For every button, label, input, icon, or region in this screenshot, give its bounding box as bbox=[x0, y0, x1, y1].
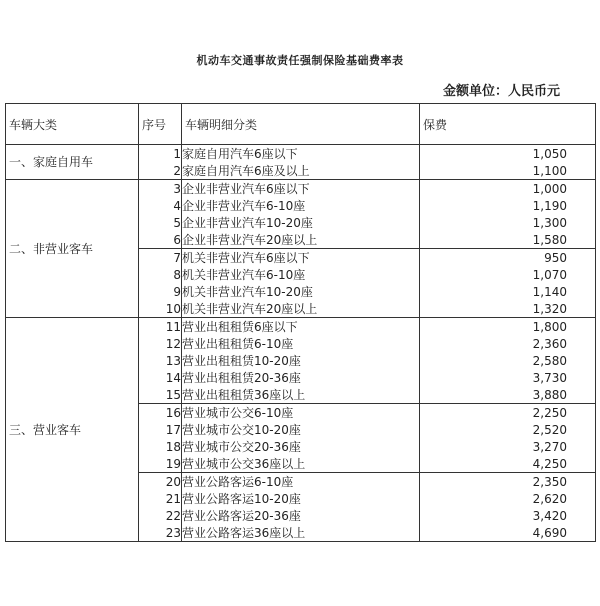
serial-number-cell: 2 bbox=[139, 162, 182, 180]
premium-cell: 1,000 bbox=[420, 180, 596, 198]
premium-cell: 1,050 bbox=[420, 145, 596, 163]
vehicle-subcategory-cell: 企业非营业汽车6-10座 bbox=[182, 197, 420, 214]
premium-cell: 1,100 bbox=[420, 162, 596, 180]
vehicle-subcategory-cell: 家庭自用汽车6座以下 bbox=[182, 145, 420, 163]
serial-number-cell: 11 bbox=[139, 318, 182, 336]
premium-cell: 1,300 bbox=[420, 214, 596, 231]
serial-number-cell: 13 bbox=[139, 352, 182, 369]
table-header-row bbox=[6, 104, 596, 145]
serial-number-cell: 15 bbox=[139, 386, 182, 404]
table-row bbox=[6, 318, 596, 336]
premium-cell: 2,360 bbox=[420, 335, 596, 352]
header-vehicle-category: 车辆大类 bbox=[6, 104, 139, 145]
vehicle-subcategory-cell: 营业出租租赁36座以上 bbox=[182, 386, 420, 404]
vehicle-subcategory-cell: 营业出租租赁6座以下 bbox=[182, 318, 420, 336]
premium-cell: 1,580 bbox=[420, 231, 596, 249]
vehicle-category-cell: 二、非营业客车 bbox=[6, 180, 139, 318]
vehicle-subcategory-cell: 营业城市公交36座以上 bbox=[182, 455, 420, 473]
vehicle-subcategory-cell: 营业出租租赁20-36座 bbox=[182, 369, 420, 386]
premium-cell: 1,140 bbox=[420, 283, 596, 300]
table-row bbox=[6, 180, 596, 198]
serial-number-cell: 18 bbox=[139, 438, 182, 455]
vehicle-subcategory-cell: 企业非营业汽车6座以下 bbox=[182, 180, 420, 198]
serial-number-cell: 5 bbox=[139, 214, 182, 231]
premium-cell: 2,620 bbox=[420, 490, 596, 507]
vehicle-subcategory-cell: 机关非营业汽车10-20座 bbox=[182, 283, 420, 300]
vehicle-subcategory-cell: 机关非营业汽车20座以上 bbox=[182, 300, 420, 318]
serial-number-cell: 14 bbox=[139, 369, 182, 386]
serial-number-cell: 3 bbox=[139, 180, 182, 198]
premium-cell: 3,730 bbox=[420, 369, 596, 386]
header-serial-number: 序号 bbox=[139, 104, 182, 145]
premium-cell: 2,350 bbox=[420, 473, 596, 491]
premium-cell: 2,580 bbox=[420, 352, 596, 369]
premium-cell: 4,690 bbox=[420, 524, 596, 542]
premium-cell: 1,070 bbox=[420, 266, 596, 283]
serial-number-cell: 22 bbox=[139, 507, 182, 524]
vehicle-subcategory-cell: 企业非营业汽车10-20座 bbox=[182, 214, 420, 231]
vehicle-subcategory-cell: 营业公路客运20-36座 bbox=[182, 507, 420, 524]
document-title: 机动车交通事故责任强制保险基础费率表 bbox=[196, 54, 404, 67]
premium-cell: 3,880 bbox=[420, 386, 596, 404]
premium-cell: 3,270 bbox=[420, 438, 596, 455]
premium-cell: 4,250 bbox=[420, 455, 596, 473]
serial-number-cell: 4 bbox=[139, 197, 182, 214]
serial-number-cell: 21 bbox=[139, 490, 182, 507]
serial-number-cell: 1 bbox=[139, 145, 182, 163]
header-premium: 保费 bbox=[420, 104, 596, 145]
vehicle-subcategory-cell: 机关非营业汽车6座以下 bbox=[182, 249, 420, 267]
vehicle-subcategory-cell: 营业城市公交20-36座 bbox=[182, 438, 420, 455]
vehicle-subcategory-cell: 企业非营业汽车20座以上 bbox=[182, 231, 420, 249]
serial-number-cell: 9 bbox=[139, 283, 182, 300]
vehicle-subcategory-cell: 营业公路客运36座以上 bbox=[182, 524, 420, 542]
vehicle-subcategory-cell: 营业出租租赁6-10座 bbox=[182, 335, 420, 352]
serial-number-cell: 7 bbox=[139, 249, 182, 267]
premium-cell: 1,800 bbox=[420, 318, 596, 336]
premium-cell: 2,250 bbox=[420, 404, 596, 422]
premium-cell: 2,520 bbox=[420, 421, 596, 438]
vehicle-subcategory-cell: 机关非营业汽车6-10座 bbox=[182, 266, 420, 283]
premium-cell: 950 bbox=[420, 249, 596, 267]
vehicle-category-cell: 三、营业客车 bbox=[6, 318, 139, 542]
currency-unit-label: 金额单位：人民币元 bbox=[442, 84, 560, 99]
vehicle-subcategory-cell: 营业城市公交6-10座 bbox=[182, 404, 420, 422]
premium-cell: 3,420 bbox=[420, 507, 596, 524]
serial-number-cell: 19 bbox=[139, 455, 182, 473]
header-vehicle-subcategory: 车辆明细分类 bbox=[182, 104, 420, 145]
serial-number-cell: 8 bbox=[139, 266, 182, 283]
premium-cell: 1,190 bbox=[420, 197, 596, 214]
serial-number-cell: 23 bbox=[139, 524, 182, 542]
vehicle-subcategory-cell: 营业城市公交10-20座 bbox=[182, 421, 420, 438]
serial-number-cell: 20 bbox=[139, 473, 182, 491]
insurance-rate-table bbox=[5, 103, 596, 542]
serial-number-cell: 6 bbox=[139, 231, 182, 249]
vehicle-subcategory-cell: 营业公路客运10-20座 bbox=[182, 490, 420, 507]
table-row bbox=[6, 145, 596, 163]
premium-cell: 1,320 bbox=[420, 300, 596, 318]
serial-number-cell: 16 bbox=[139, 404, 182, 422]
vehicle-subcategory-cell: 营业公路客运6-10座 bbox=[182, 473, 420, 491]
table-body bbox=[6, 145, 596, 542]
serial-number-cell: 12 bbox=[139, 335, 182, 352]
vehicle-subcategory-cell: 家庭自用汽车6座及以上 bbox=[182, 162, 420, 180]
vehicle-category-cell: 一、家庭自用车 bbox=[6, 145, 139, 180]
vehicle-subcategory-cell: 营业出租租赁10-20座 bbox=[182, 352, 420, 369]
serial-number-cell: 17 bbox=[139, 421, 182, 438]
serial-number-cell: 10 bbox=[139, 300, 182, 318]
